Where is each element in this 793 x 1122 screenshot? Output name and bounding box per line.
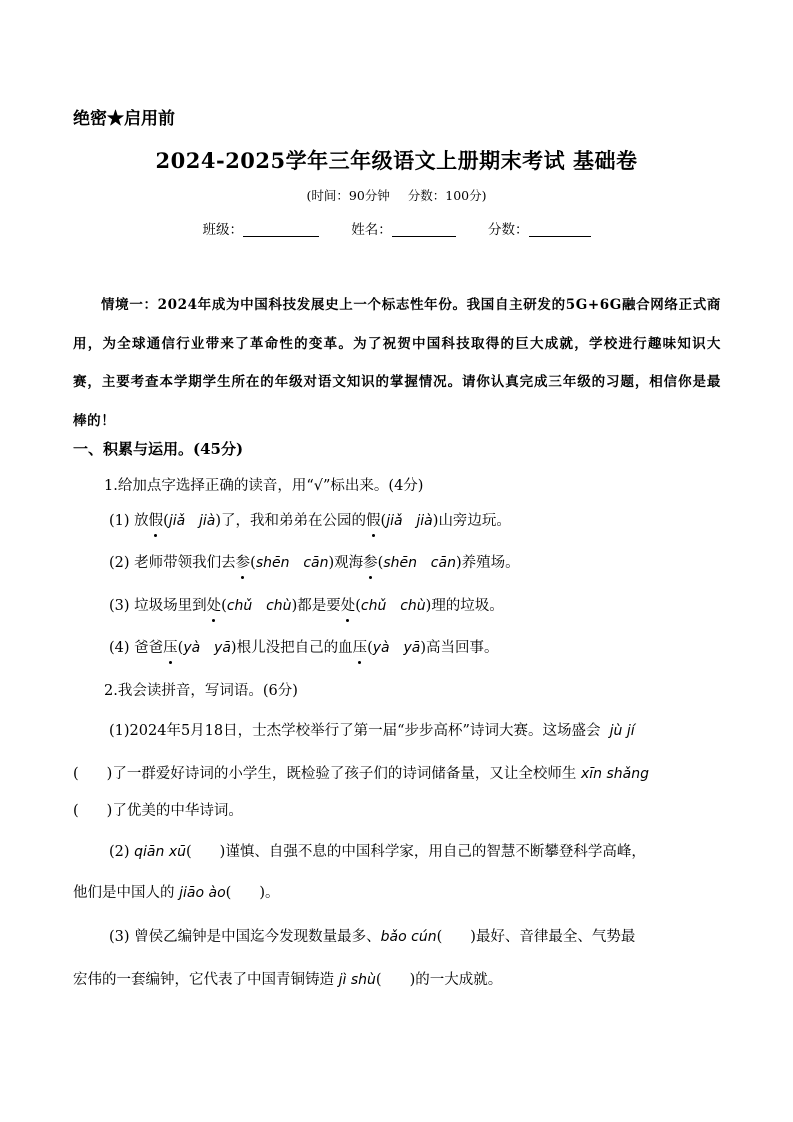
class-blank[interactable] [243, 222, 319, 237]
class-label: 班级： [202, 222, 243, 238]
question-2-prompt: 2.我会读拼音，写词语。(6分) [104, 683, 298, 699]
pinyin-option[interactable]: yā [403, 640, 421, 656]
confidential-label: 绝密★启用前 [73, 109, 175, 129]
dotted-char: 参 [363, 555, 378, 571]
pinyin-option[interactable]: yà [372, 640, 390, 656]
question-2-line: ( )了优美的中华诗词。 [73, 803, 243, 819]
score-field[interactable] [488, 218, 591, 238]
question-1-prompt: 1.给加点字选择正确的读音，用“√”标出来。(4分) [104, 478, 424, 494]
pinyin-option[interactable]: cān [303, 555, 329, 571]
question-2-line: ( )了一群爱好诗词的小学生，既检验了孩子们的诗词储备量，又让全校师生 xīn shǎng [73, 766, 649, 782]
name-label: 姓名： [351, 222, 392, 238]
pinyin-option[interactable]: yà [183, 640, 201, 656]
name-field[interactable] [351, 218, 456, 238]
pinyin-option[interactable]: yā [214, 640, 231, 656]
exam-total-score: 分数：100分) [407, 188, 487, 203]
pinyin-option[interactable]: chù [266, 598, 292, 614]
exam-meta [0, 186, 793, 204]
pinyin-option[interactable]: chǔ [226, 598, 253, 614]
pinyin-option[interactable]: chù [400, 598, 426, 614]
question-1-item: (1) 放假(jiǎ jià)了，我和弟弟在公园的假(jiǎ jià)山旁边玩。 [109, 513, 511, 529]
dotted-char: 参 [235, 555, 251, 571]
dotted-char: 假 [366, 513, 381, 529]
score-blank[interactable] [529, 222, 591, 237]
question-2-line: 宏伟的一套编钟，它代表了中国青铜铸造 jì shù( )的一大成就。 [73, 972, 503, 988]
exam-title: 2024-2025学年三年级语文上册期末考试 基础卷 [155, 148, 638, 173]
pinyin-option[interactable]: shēn [255, 555, 290, 571]
pinyin-prompt: qiān xū [134, 844, 186, 860]
dotted-char: 压 [163, 640, 178, 656]
question-1-item: (4) 爸爸压(yà yā)根儿没把自己的血压(yà yā)高当回事。 [109, 640, 499, 656]
pinyin-option[interactable]: jià [199, 513, 216, 529]
section-heading: 一、积累与运用。(45分) [73, 440, 244, 458]
question-2-line: (3) 曾侯乙编钟是中国迄今发现数量最多、bǎo cún( )最好、音律最全、气势最 [109, 929, 636, 945]
dotted-char: 假 [148, 513, 164, 529]
check-mark-icon: √ [313, 478, 323, 494]
pinyin-option[interactable]: cān [430, 555, 456, 571]
dotted-char: 处 [340, 598, 356, 614]
pinyin-option[interactable]: chǔ [360, 598, 387, 614]
pinyin-option[interactable]: jiǎ [386, 513, 403, 529]
dotted-char: 处 [206, 598, 222, 614]
pinyin-option[interactable]: jiǎ [168, 513, 186, 529]
question-2-line: (2) qiān xū( )谨慎、自强不息的中国科学家，用自己的智慧不断攀登科学高峰， [109, 844, 646, 860]
scenario-paragraph: 情境一：2024年成为中国科技发展史上一个标志性年份。我国自主研发的5G+6G融合网络正式商用，为全球通信行业带来了革命性的变革。为了祝贺中国科技取得的巨大成就，学校进行趣味知识大赛，主要考查本学期学生所在的年级对语文知识的掌握情况。请你认真完成三年级的习题，相信你是最棒的！ [73, 297, 721, 429]
pinyin-option[interactable]: shēn [383, 555, 417, 571]
question-2-line: (1)2024年5月18日，士杰学校举行了第一届“步步高杯”诗词大赛。这场盛会 jù jí [109, 723, 635, 739]
class-field[interactable] [202, 218, 319, 238]
exam-time: (时间：90分钟 [306, 188, 390, 203]
student-info-fields [0, 218, 793, 238]
pinyin-prompt: bǎo cún [380, 929, 437, 945]
dotted-char: 压 [352, 640, 368, 656]
pinyin-prompt: xīn shǎng [580, 766, 649, 782]
name-blank[interactable] [392, 222, 456, 237]
pinyin-option[interactable]: jià [416, 513, 433, 529]
score-label: 分数： [488, 222, 529, 238]
pinyin-prompt: jù jí [609, 723, 635, 739]
question-1-item: (2) 老师带领我们去参(shēn cān)观海参(shēn cān)养殖场。 [109, 555, 520, 571]
pinyin-prompt: jì shù [338, 972, 376, 988]
pinyin-prompt: jiāo ào [179, 885, 226, 901]
question-2-line: 他们是中国人的 jiāo ào( )。 [73, 885, 280, 901]
question-1-item: (3) 垃圾场里到处(chǔ chù)都是要处(chǔ chù)理的垃圾。 [109, 598, 504, 614]
